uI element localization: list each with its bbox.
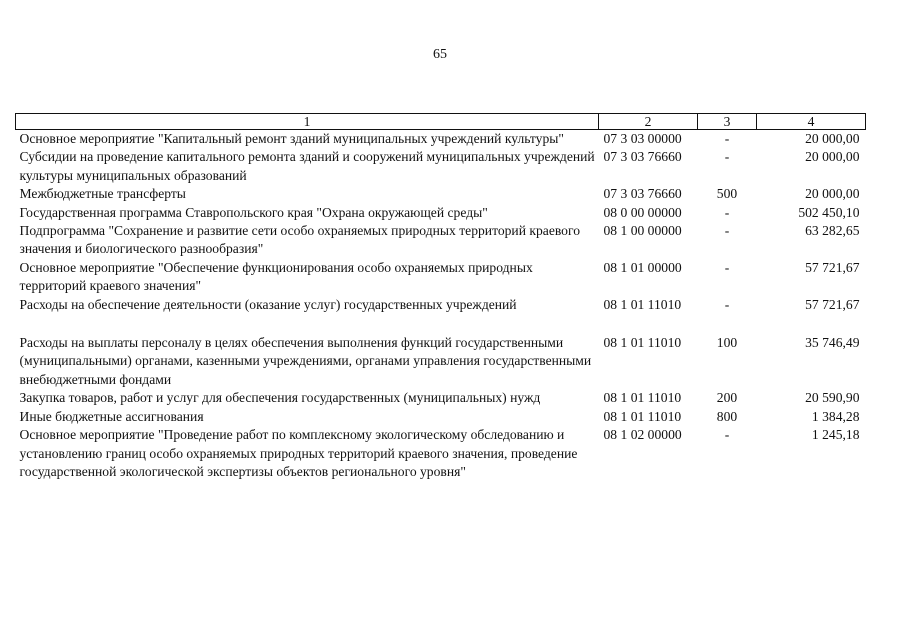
row-type: 800	[716, 408, 738, 424]
table-row	[16, 334, 866, 389]
row-type: -	[724, 296, 730, 312]
row-code: 07 3 03 00000	[603, 131, 682, 146]
header-col-4: 4	[757, 114, 866, 130]
page-number: 65	[433, 47, 447, 62]
row-name: Расходы на обеспечение деятельности (оказание услуг) государственных учреждений	[19, 296, 517, 312]
table-row	[16, 204, 866, 222]
row-code: 07 3 03 76660	[603, 149, 682, 165]
row-code: 08 1 00 00000	[603, 223, 682, 239]
table-row	[16, 185, 866, 203]
row-type: -	[724, 131, 730, 146]
table-row	[16, 389, 866, 407]
row-code: 07 3 03 76660	[603, 186, 682, 202]
row-name: Иные бюджетные ассигнования	[19, 408, 204, 424]
row-name: Субсидии на проведение капитального ремонта зданий и сооружений муниципальных учреждений культуры муниципальных образований	[19, 149, 595, 183]
row-code: 08 1 01 11010	[603, 390, 682, 406]
row-code: 08 1 01 00000	[603, 259, 682, 275]
header-col-2: 2	[599, 114, 698, 130]
table-row	[16, 259, 866, 296]
row-sum: 63 282,65	[805, 223, 860, 239]
row-sum: 20 000,00	[805, 186, 860, 202]
row-sum: 20 000,00	[805, 149, 860, 165]
table-row	[16, 408, 866, 426]
table-header-row	[16, 114, 866, 130]
row-code: 08 1 01 11010	[603, 408, 682, 424]
row-type: -	[724, 149, 730, 165]
row-type: -	[724, 427, 730, 443]
table-row	[16, 148, 866, 185]
row-name: Межбюджетные трансферты	[19, 186, 186, 202]
row-name: Подпрограмма "Сохранение и развитие сети особо охраняемых природных территорий краевого значения и биологического разнообразия"	[19, 223, 581, 257]
row-code: 08 1 02 00000	[603, 427, 682, 443]
row-sum: 1 245,18	[811, 427, 860, 443]
header-col-3: 3	[698, 114, 757, 130]
row-type: 500	[716, 186, 738, 202]
table-row	[16, 296, 866, 334]
row-name: Государственная программа Ставропольского края "Охрана окружающей среды"	[19, 204, 488, 220]
row-sum: 1 384,28	[811, 408, 860, 424]
row-sum: 502 450,10	[798, 204, 860, 220]
row-sum: 20 000,00	[805, 131, 860, 146]
row-type: 200	[716, 390, 738, 406]
row-sum: 57 721,67	[805, 259, 860, 275]
row-name: Расходы на выплаты персоналу в целях обеспечения выполнения функций государственными (муниципальными) органами, казенными учреждениями, органами управления государственными внебюджетными фондами	[19, 335, 592, 387]
row-sum: 57 721,67	[805, 296, 860, 312]
row-name: Закупка товаров, работ и услуг для обеспечения государственных (муниципальных) нужд	[19, 390, 541, 406]
table-row	[16, 130, 866, 149]
row-code: 08 1 01 11010	[603, 335, 682, 351]
row-name: Основное мероприятие "Обеспечение функционирования особо охраняемых природных территорий краевого значения"	[19, 259, 533, 294]
row-type: -	[724, 204, 730, 220]
row-name: Основное мероприятие "Проведение работ по комплексному экологическому обследованию и установлению границ особо охраняемых природных территорий краевого значения, проведение государственной экологической экспертизы объектов регионального уровня"	[19, 427, 578, 479]
table-row	[16, 222, 866, 259]
row-code: 08 1 01 11010	[603, 296, 682, 312]
row-code: 08 0 00 00000	[603, 204, 682, 220]
row-type: -	[724, 259, 730, 275]
row-name: Основное мероприятие "Капитальный ремонт зданий муниципальных учреждений культуры"	[19, 131, 564, 146]
row-type: -	[724, 223, 730, 239]
row-sum: 20 590,90	[805, 390, 860, 406]
budget-table	[15, 113, 866, 481]
row-sum: 35 746,49	[805, 335, 860, 351]
header-col-1: 1	[16, 114, 599, 130]
table-row	[16, 426, 866, 481]
row-type: 100	[716, 335, 738, 351]
